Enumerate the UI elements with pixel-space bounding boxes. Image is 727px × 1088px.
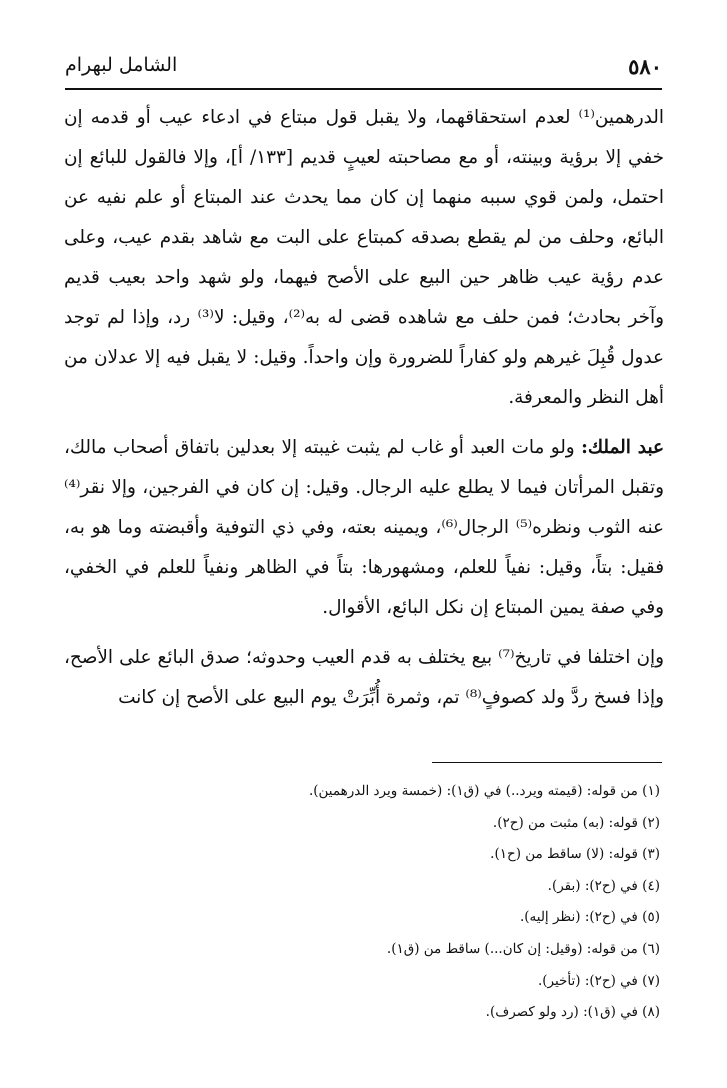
page-number: ٥٨٠ [628, 54, 662, 79]
paragraph-1 [64, 98, 664, 418]
footnote-7: (٧) في (ح٢): (تأخير). [537, 972, 660, 989]
footnote-8: (٨) في (ق١): (رد ولو كصرف). [485, 1004, 660, 1021]
paragraph-lead-abd-al-malik: عبد الملك: [581, 437, 664, 458]
footnote-4: (٤) في (ح٢): (بقر). [547, 877, 660, 894]
paragraph-text: ولو مات العبد أو غاب لم يثبت غيبته إلا بعدلين باتفاق أصحاب مالك، وتقبل المرأتان فيما لا يطلع عليه الرجال. وقيل: إن كان في الفرجين، وإلا نقر⁽⁴⁾ عنه الثوب ونظره⁽⁵⁾ الرجال⁽⁶⁾، ويمينه بعته، وفي ذي التوفية وأقبضته وما هو به، فقيل: بتاً، وقيل: نفياً للعلم، ومشهورها: بتاً في الظاهر ونفياً للعلم في الخفي، وفي صفة يمين المبتاع إن نكل البائع، الأقوال. [64, 437, 664, 618]
footnote-6: (٦) من قوله: (وقيل: إن كان...) ساقط من (ق١). [386, 940, 660, 957]
page-header [65, 52, 662, 86]
footnote-1: (١) من قوله: (قيمته ويرد..) في (ق١): (خمسة ويرد الدرهمين). [308, 783, 660, 799]
footnotes [64, 776, 660, 1029]
footnote-5: (٥) في (ح٢): (نظر إليه). [519, 909, 660, 926]
paragraph-text: الدرهمين⁽¹⁾ لعدم استحقاقهما، ولا يقبل قول مبتاع في ادعاء عيب أو قدمه إن خفي إلا برؤية وبينته، أو مع مصاحبته لعيبٍ قديم [١٣٣/ أ]، وإلا فالقول للبائع إن احتمل، ولمن قوي سببه منهما إن كان مما يحدث عند المبتاع أو علم نفيه عن البائع، وحلف من لم يقطع بصدقه كمبتاع على البت مع شاهد بقدم عيب، وعلى عدم رؤية عيب ظاهر حين البيع على الأصح فيهما، ولو شهد واحد بعيب قديم وآخر بحادث؛ فمن حلف مع شاهده قضى له به⁽²⁾، وقيل: لا⁽³⁾ رد، وإذا لم توجد عدول قُبِلَ غيرهم ولو كفاراً للضرورة وإن واحداً. وقيل: لا يقبل فيه إلا عدلان من أهل النظر والمعرفة. [64, 107, 665, 408]
footnote-divider [432, 762, 662, 763]
footnote-2: (٢) قوله: (به) مثبت من (ح٢). [492, 814, 660, 831]
running-title: الشامل لبهرام [65, 54, 178, 76]
paragraph-3 [64, 638, 664, 718]
footnote-3: (٣) قوله: (لا) ساقط من (ح١). [490, 846, 660, 863]
main-text [64, 98, 664, 728]
paragraph-2 [64, 428, 664, 628]
paragraph-text: وإن اختلفا في تاريخ⁽⁷⁾ بيع يختلف به قدم العيب وحدوثه؛ صدق البائع على الأصح، وإذا فسخ ردَّ ولد كصوفٍ⁽⁸⁾ تم، وثمرة أُبِّرَتْ يوم البيع على الأصح إن كانت [64, 647, 664, 708]
header-divider [65, 88, 662, 90]
